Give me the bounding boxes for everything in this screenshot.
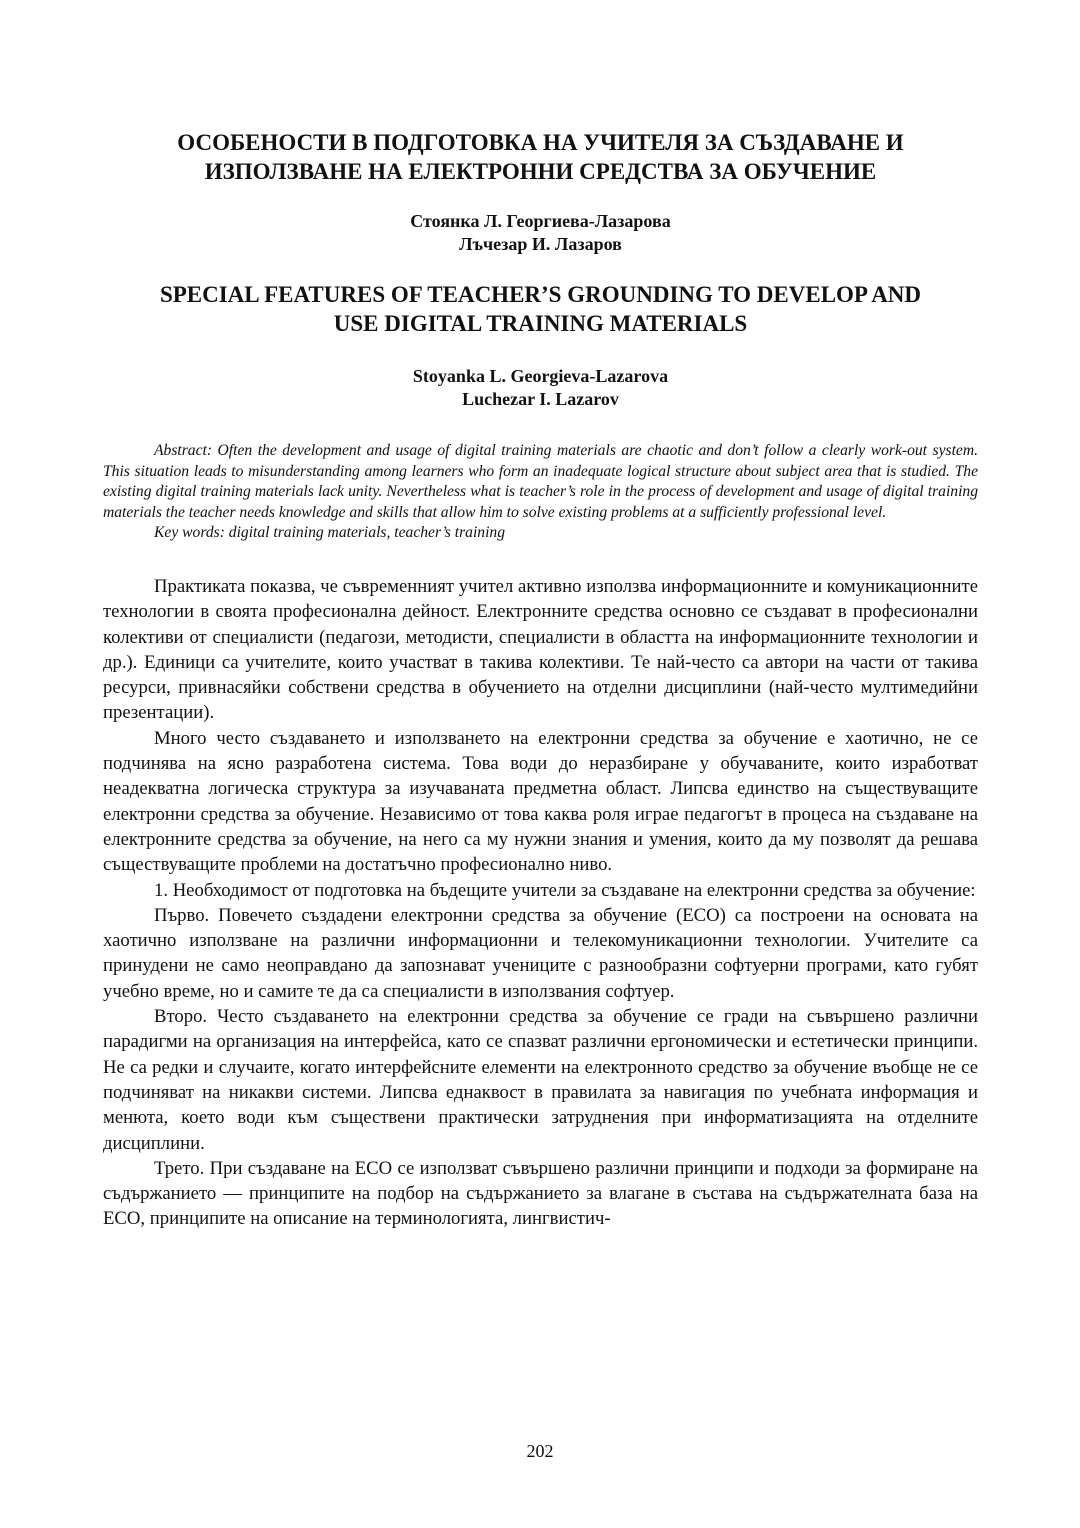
- title-bulgarian-line-1: ОСОБЕНОСТИ В ПОДГОТОВКА НА УЧИТЕЛЯ ЗА СЪЗДАВАНЕ И: [177, 130, 904, 155]
- author-name: Стоянка Л. Георгиева-Лазарова: [410, 211, 671, 231]
- keywords: Key words: digital training materials, teacher’s training: [154, 524, 506, 542]
- body-paragraph: 1. Необходимост от подготовка на бъдещите учители за създаване на електронни средства за обучение:: [154, 879, 976, 901]
- author-name: Stoyanka L. Georgieva-Lazarova: [412, 366, 669, 386]
- body-paragraph: Много често създаването и използването на електронни средства за обучение е хаотично, не се подчинява на ясно разработена система. Това води до неразбиране у обучаваните, които изработват неадекватна логическа структура за изучаваната предметна област. Липсва единство на съществуващите електронни средства за обучение. Независимо от това каква роля играе педагогът в процеса на създаване на електронните средства за обучение, на него са му нужни знания и умения, които да му позволят да решава съществуващите проблеми на достатъчно професионално ниво.: [103, 727, 978, 876]
- page-number: 202: [526, 1441, 554, 1461]
- title-bulgarian-line-2: ИЗПОЛЗВАНЕ НА ЕЛЕКТРОННИ СРЕДСТВА ЗА ОБУЧЕНИЕ: [204, 159, 877, 184]
- abstract: [103, 441, 978, 544]
- body-paragraph: Практиката показва, че съвременният учител активно използва информационните и комуникационните технологии в своята професионална дейност. Електронните средства основно се създават в професионални колективи от специалисти (педагози, методисти, специалисти в областта на информационните технологии и др.). Единици са учителите, които участват в такива колективи. Те най-често са автори на части от такива ресурси, привнасяйки собствени средства в обучението на отделни дисциплини (най-често мултимедийни презентации).: [103, 575, 978, 724]
- body-text: [103, 574, 978, 1232]
- authors-bulgarian: [103, 210, 978, 256]
- title-bulgarian: [103, 128, 978, 186]
- author-name: Лъчезар И. Лазаров: [459, 234, 622, 254]
- abstract-text: Abstract: Often the development and usage of digital training materials are chaotic and don’t follow a clearly work-out system. This situation leads to misunderstanding among learners who form an inadequate logical structure about subject area that is studied. The existing digital training materials lack unity. Nevertheless what is teacher’s role in the process of development and usage of digital training materials the teacher needs knowledge and skills that allow him to solve existing problems at a sufficiently professional level.: [103, 442, 978, 521]
- body-paragraph: Първо. Повечето създадени електронни средства за обучение (ЕСО) са построени на основата на хаотично използване на различни информационни и телекомуникационни технологии. Учителите са принудени не само неоправдано да запознават учениците с разнообразни софтуерни програми, като губят учебно време, но и самите те да са специалисти в използвания софтуер.: [103, 904, 978, 1002]
- body-paragraph: Второ. Често създаването на електронни средства за обучение се гради на съвършено различни парадигми на организация на интерфейса, като се спазват различни ергономически и естетически принципи. Не са редки и случаите, когато интерфейсните елементи на електронното средство за обучение въобще не се подчиняват на никакви системи. Липсва еднаквост в правилата за навигация по учебната информация и менюта, което води към съществени практически затруднения при информатизацията на отделните дисциплини.: [103, 1006, 978, 1154]
- author-name: Luchezar I. Lazarov: [462, 389, 619, 409]
- authors-english: [103, 365, 978, 411]
- page-content: [103, 128, 978, 1232]
- title-english: [103, 280, 978, 338]
- title-english-line-2: USE DIGITAL TRAINING MATERIALS: [333, 311, 748, 336]
- body-paragraph: Трето. При създаване на ЕСО се използват съвършено различни принципи и подходи за формиране на съдържанието — принципите на подбор на съдържанието за влагане в състава на съдържателната база на ЕСО, принципите на описание на терминологията, лингвистич-: [103, 1157, 978, 1230]
- title-english-line-1: SPECIAL FEATURES OF TEACHER’S GROUNDING TO DEVELOP AND: [159, 282, 922, 307]
